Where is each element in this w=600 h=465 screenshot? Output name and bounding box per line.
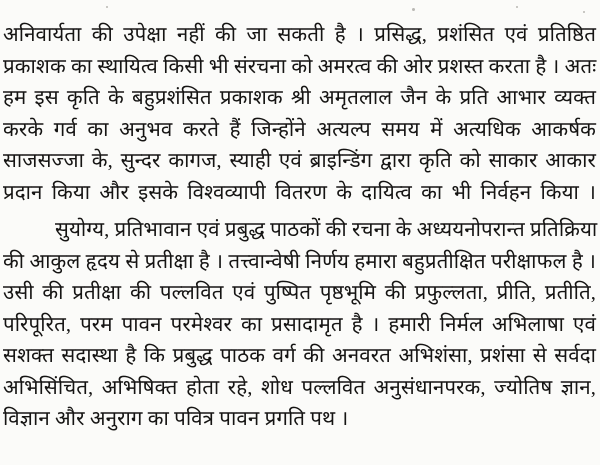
text-line: हम इस कृति के बहुप्रशंसित प्रकाशक श्री अमृतलाल जैन के प्रति आभार व्यक्त bbox=[3, 87, 596, 109]
scan-speck bbox=[516, 6, 518, 8]
text-line: विज्ञान और अनुराग का पवित्र पावन प्रगति पथ । bbox=[3, 408, 349, 430]
scan-speck bbox=[583, 11, 585, 13]
text-line: सशक्त सदास्था है कि प्रबुद्ध पाठक वर्ग की अनवरत अभिशंसा, प्रशंसा से सर्वदा bbox=[3, 345, 596, 367]
text-line: उसी की प्रतीक्षा की पल्लवित एवं पुष्पित पृष्ठभूमि की प्रफुल्लता, प्रीति, प्रतीति, bbox=[3, 282, 596, 304]
scan-speck bbox=[412, 8, 415, 11]
text-line: की आकुल हृदय से प्रतीक्षा है । तत्त्वान्वेषी निर्णय हमारा बहुप्रतीक्षित परीक्षाफल है । bbox=[3, 250, 596, 273]
text-line: साजसज्जा के, सुन्दर कागज, स्याही एवं ब्राइन्डिंग द्वारा कृति को साकार आकार bbox=[3, 150, 596, 172]
text-line: परिपूरित, परम पावन परमेश्वर का प्रसादामृत है । हमारी निर्मल अभिलाषा एवं bbox=[3, 313, 596, 336]
text-line: अभिसिंचित, अभिषिक्त होता रहे, शोध पल्लवित अनुसंधानपरक, ज्योतिष ज्ञान, bbox=[3, 376, 596, 399]
text-line: करके गर्व का अनुभव करते हैं जिन्होंने अत्यल्प समय में अत्यधिक आकर्षक bbox=[3, 118, 596, 141]
text-line: प्रकाशक का स्थायित्व किसी भी संरचना को अमरत्व की ओर प्रशस्त करता है । अतः bbox=[3, 55, 597, 78]
text-line: अनिवार्यता की उपेक्षा नहीं की जा सकती है । प्रसिद्ध, प्रशंसित एवं प्रतिष्ठित bbox=[3, 24, 596, 46]
text-line: प्रदान किया और इसके विश्वव्यापी वितरण के दायित्व का भी निर्वहन किया । bbox=[3, 181, 596, 204]
text-line: सुयोग्य, प्रतिभावान एवं प्रबुद्ध पाठकों की रचना के अध्ययनोपरान्त प्रतिक्रिया bbox=[55, 219, 598, 241]
paragraph-1 bbox=[3, 20, 596, 209]
paragraph-2 bbox=[3, 215, 596, 436]
scan-speck bbox=[106, 6, 108, 8]
